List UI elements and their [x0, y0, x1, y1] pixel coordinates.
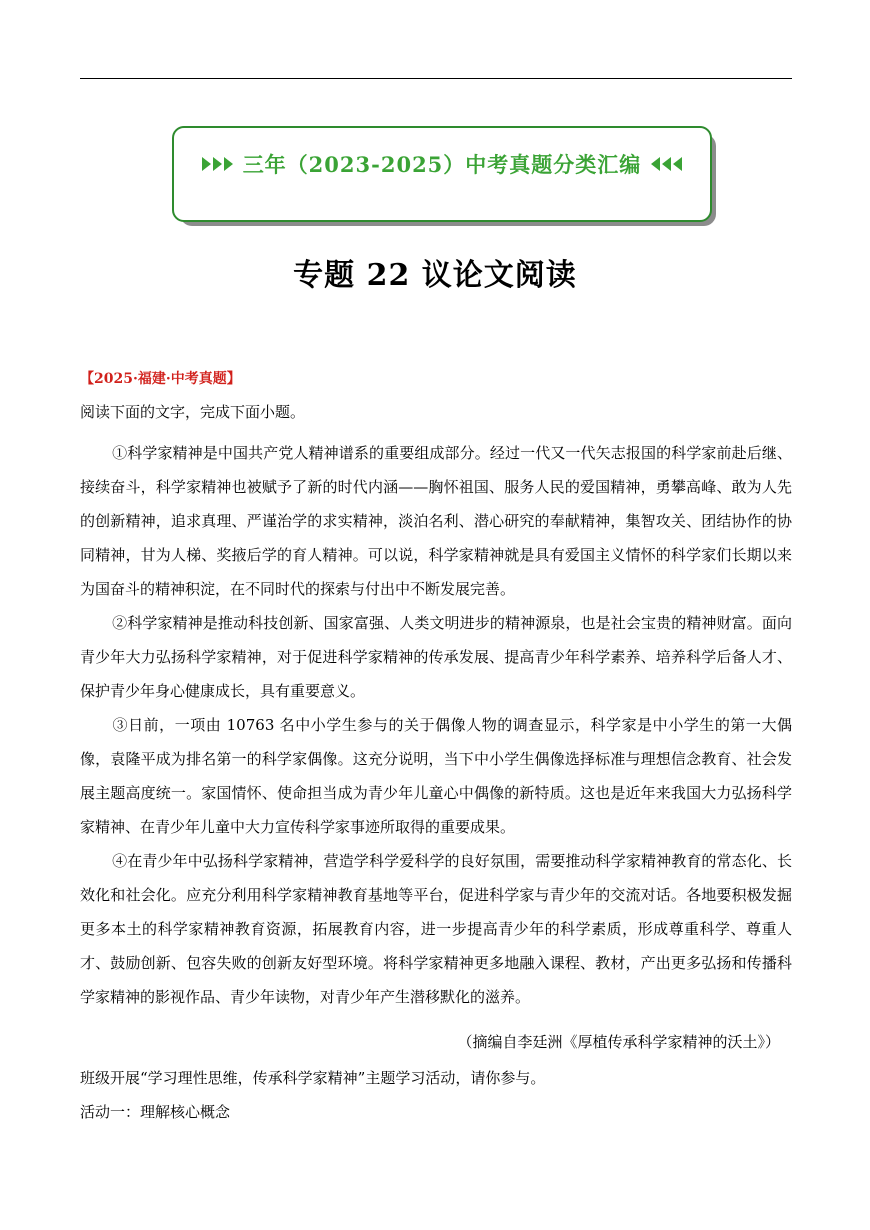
- article-body: [80, 436, 792, 1014]
- source-tag: 【2025·福建·中考真题】: [80, 371, 241, 387]
- banner-text: 三年（2023-2025）中考真题分类汇编: [242, 152, 642, 177]
- paragraph-3: ③日前，一项由 10763 名中小学生参与的关于偶像人物的调查显示，科学家是中小学生的第一大偶像，袁隆平成为排名第一的科学家偶像。这充分说明，当下中小学生偶像选择标准与理想信念教育、社会发展主题高度统一。家国情怀、使命担当成为青少年儿童心中偶像的新特质。这也是近年来我国大力弘扬科学家精神、在青少年儿童中大力宣传科学家事迹所取得的重要成果。: [80, 716, 792, 836]
- paragraph-2: ②科学家精神是推动科技创新、国家富强、人类文明进步的精神源泉，也是社会宝贵的精神财富。面向青少年大力弘扬科学家精神，对于促进科学家精神的传承发展、提高青少年科学素养、培养科学后备人才、保护青少年身心健康成长，具有重要意义。: [80, 614, 792, 700]
- right-arrows-icon: [202, 157, 233, 171]
- activity-intro: 班级开展“学习理性思维，传承科学家精神”主题学习活动，请你参与。: [80, 1069, 546, 1087]
- paragraph-1: ①科学家精神是中国共产党人精神谱系的重要组成部分。经过一代又一代矢志报国的科学家前赴后继、接续奋斗，科学家精神也被赋予了新的时代内涵——胸怀祖国、服务人民的爱国精神，勇攀高峰、敢为人先的创新精神，追求真理、严谨治学的求实精神，淡泊名利、潜心研究的奉献精神，集智攻关、团结协作的协同精神，甘为人梯、奖掖后学的育人精神。可以说，科学家精神就是具有爱国主义情怀的科学家们长期以来为国奋斗的精神积淀，在不同时代的探索与付出中不断发展完善。: [80, 444, 792, 598]
- activity-one-heading: 活动一：理解核心概念: [80, 1103, 231, 1121]
- left-arrows-icon: [651, 157, 682, 171]
- series-banner: [172, 126, 712, 222]
- source-attribution: （摘编自李廷洲《厚植传承科学家精神的沃土》）: [457, 1033, 780, 1051]
- reading-instruction: 阅读下面的文字，完成下面小题。: [80, 403, 306, 421]
- page-title: 专题 22 议论文阅读: [293, 258, 577, 293]
- header-rule: [80, 78, 792, 79]
- paragraph-4: ④在青少年中弘扬科学家精神，营造学科学爱科学的良好氛围，需要推动科学家精神教育的常态化、长效化和社会化。应充分利用科学家精神教育基地等平台，促进科学家与青少年的交流对话。各地要积极发掘更多本土的科学家精神教育资源，拓展教育内容，进一步提高青少年的科学素质，形成尊重科学、尊重人才、鼓励创新、包容失败的创新友好型环境。将科学家精神更多地融入课程、教材，产出更多弘扬和传播科学家精神的影视作品、青少年读物，对青少年产生潜移默化的滋养。: [80, 852, 792, 1006]
